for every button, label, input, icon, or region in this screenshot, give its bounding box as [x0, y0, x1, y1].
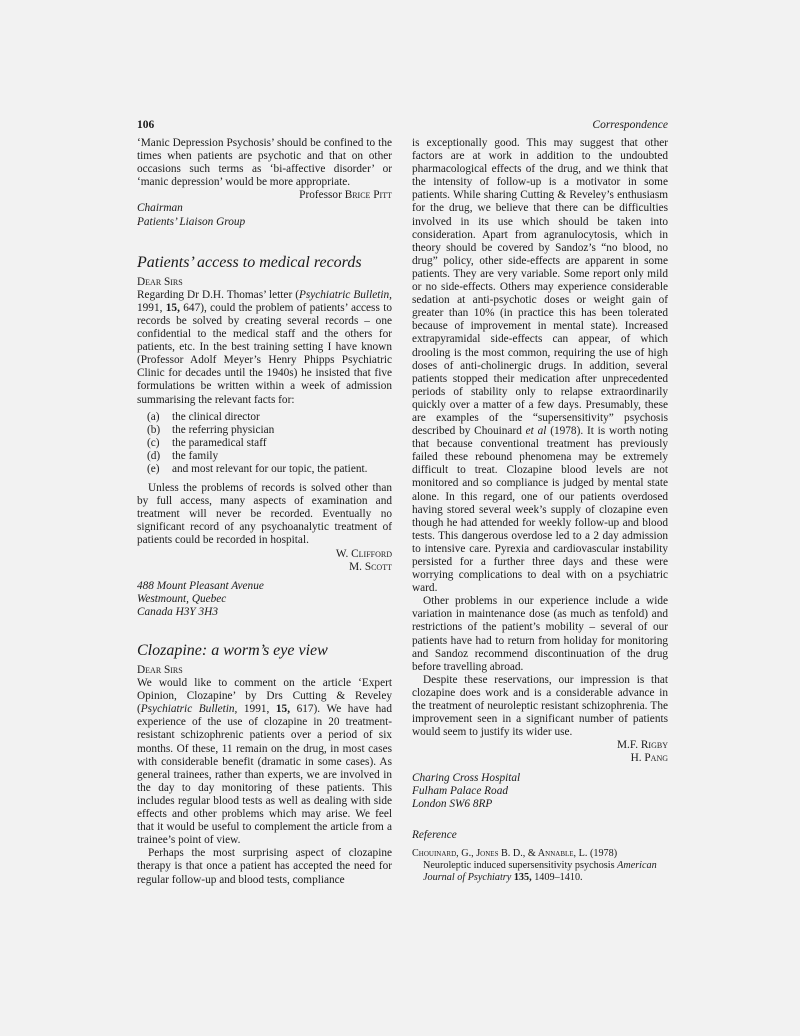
- address-line: Charing Cross Hospital: [412, 771, 521, 784]
- salutation: Dear Sirs: [137, 664, 183, 676]
- signature-clifford: W. Clifford: [335, 547, 392, 560]
- section-title: Correspondence: [592, 119, 668, 131]
- clozapine-paragraph-4: Despite these reservations, our impression is that clozapine does work and is a considerable advance in the treatment of neuroleptic resistant schizophrenia. The improvement seen in a significant number of patients would seem to justify its wider use.: [412, 673, 668, 739]
- clozapine-paragraph-3: Other problems in our experience include a wide variation in maintenance dose (as much as tenfold) and restrictions of the patient’s mobility – several of our patients have had to return from holiday for monitoring and Sandoz recommend discontinuation of the drug before travelling abroad.: [412, 595, 668, 673]
- formulation-list: [137, 411, 392, 476]
- page-number: 106: [137, 119, 155, 131]
- address-line: 488 Mount Pleasant Avenue: [137, 579, 264, 592]
- letter-title-records: Patients’ access to medical records: [137, 253, 362, 271]
- list-item: (e) and most relevant for our topic, the patient.: [147, 462, 368, 475]
- records-paragraph-1: Regarding Dr D.H. Thomas’ letter (Psychiatric Bulletin, 1991, 15, 647), could the problem of patients’ access to records be solved by creating several records – one confidential to the medical staff and the others for patients, etc. In the best training setting I have known (Professor Adolf Meyer’s Henry Phipps Psychiatric Clinic for decades until the 1940s) he insisted that five formulations be written within a week of admission summarising the relevant facts for:: [137, 288, 392, 406]
- clozapine-paragraph-2: Perhaps the most surprising aspect of clozapine therapy is that once a patient has accepted the need for regular follow-up and blood tests, compliance: [137, 847, 392, 886]
- running-header: [137, 119, 668, 133]
- signature-rigby: M.F. Rigby: [617, 739, 668, 752]
- letter-title-clozapine: Clozapine: a worm’s eye view: [137, 642, 328, 659]
- list-item: (b) the referring physician: [147, 423, 275, 436]
- address-line: Westmount, Quebec: [137, 592, 227, 605]
- list-item: (d) the family: [147, 449, 219, 462]
- list-item: (c) the paramedical staff: [147, 436, 267, 449]
- role-chairman: Chairman: [137, 202, 183, 215]
- intro-paragraph: ‘Manic Depression Psychosis’ should be confined to the times when patients are psychotic and that on other occasions such terms as ‘bi-affective disorder’ or ‘manic depression’ would be more appropriate.: [137, 137, 392, 189]
- signature-pang: H. Pang: [630, 752, 668, 765]
- reference-entry: Chouinard, G., Jones B. D., & Annable, L. (1978) Neuroleptic induced supersensitivity psychosis American Journal of Psychiatry 135, 1409–1410.: [412, 847, 657, 883]
- left-column: [137, 137, 392, 887]
- signature-title: Professor: [299, 189, 342, 202]
- salutation: Dear Sirs: [137, 275, 183, 288]
- signature-scott: M. Scott: [349, 560, 392, 573]
- signature-name: Brice Pitt: [344, 189, 392, 202]
- clozapine-paragraph-1: We would like to comment on the article ‘Expert Opinion, Clozapine’ by Drs Cutting & Reveley (Psychiatric Bulletin, 1991, 15, 617). We have had experience of the use of clozapine in 20 treatment-resistant schizophrenic patients over a period of six months. Of these, 11 remain on the drug, in most cases with considerable benefit (dramatic in some cases). As general trainees, rather than experts, we are involved in the day to day monitoring of these patients. This includes regular blood tests as well as dealing with side effects and other problems which may arise. We feel that it would be useful to complement the article from a trainee’s point of view.: [137, 677, 392, 847]
- records-paragraph-2: Unless the problems of records is solved other than by full access, many aspects of examination and treatment will never be recorded. Eventually no significant record of any psychoanalytic treatment of patients could be recorded in hospital.: [137, 482, 392, 547]
- address-line: London SW6 8RP: [412, 797, 493, 810]
- reference-heading: Reference: [412, 828, 457, 841]
- role-group: Patients’ Liaison Group: [137, 215, 246, 228]
- address-line: Canada H3Y 3H3: [137, 605, 218, 618]
- list-item: (a) the clinical director: [147, 410, 260, 423]
- address-line: Fulham Palace Road: [412, 784, 509, 797]
- clozapine-paragraph-continued: is exceptionally good. This may suggest that other factors are at work in addition to the undoubted pharmacological effects of the drug, and we think that the intensity of follow-up is a motivator in some patients. While sharing Cutting & Reveley’s enthusiasm for the drug, we believe that there can be difficulties involved in its use which should be taken into consideration. Apart from agranulocytosis, which in theory should be covered by Sandoz’s “no blood, no drug” policy, other side-effects are apparent in some patients. They are very variable. Some report only mild or no side-effects. Others may experience considerable sedation at anti-psychotic doses or weight gain of greater than 10% (in practice this has been tolerated because of improvement in mental state). Increased extrapyramidal side-effects can appear, of which drooling is the most common, requiring the use of high doses of anti-cholinergic drugs. In addition, several patients stopped their medication after unprecedented periods of stability only to relapse extraordinarily quickly over a matter of a few days. Presumably, these are examples of the “supersensitivity” psychosis described by Chouinard et al (1978). It is worth noting that because conventional treatment has previously failed these rebound phenomena may be extremely difficult to treat. Clozapine blood levels are not monitored and so compliance is judged by mental state alone. In this regard, one of our patients overdosed having stored several week’s supply of clozapine even though he had attended for weekly follow-up and blood tests. This dangerous overdose led to a 2 day admission to intensive care. Pyrexia and cardiovascular instability persisted for a further three days and these were worrying complications to deal with on a psychiatric ward.: [412, 137, 669, 595]
- reference-authors: Chouinard, G., Jones B. D., & Annable, L.: [412, 847, 588, 859]
- right-column: [412, 137, 668, 884]
- signature-pitt: [137, 189, 392, 202]
